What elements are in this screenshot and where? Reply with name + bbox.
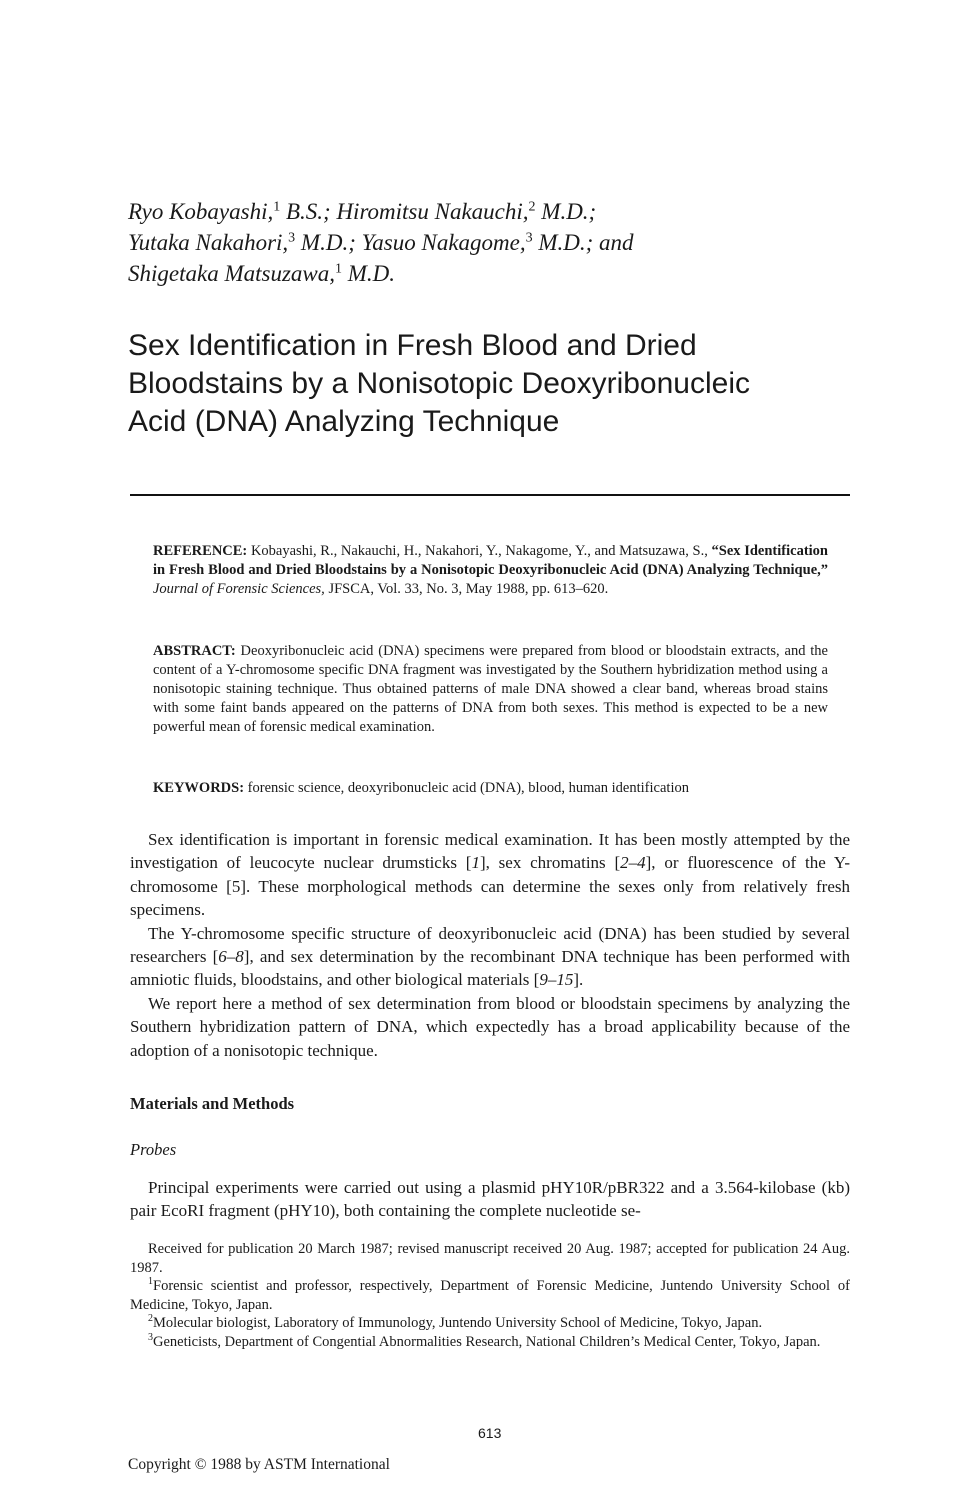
citation-ref: 9–15 (539, 970, 574, 990)
footnote: $^2$Molecular biologist, Laboratory of Immunology, Juntendo University School of Medicine, Tokyo, Japan. (148, 1313, 763, 1331)
footnote-marker: 1 (148, 1276, 153, 1288)
abstract-block (153, 642, 828, 737)
body-paragraph: Sex identification is important in forensic medical examination. It has been mostly attempted by the investigation of leucocyte nuclear drumsticks [1], sex chromatins [2–4], or fluorescence of the Y-chromosome [5]. These morphological methods can determine the sexes only from relatively fresh specimens. (130, 830, 850, 920)
subsection-heading: Probes (130, 1140, 177, 1159)
reference-journal: Journal of Forensic Sciences, (153, 581, 325, 597)
author-degree: M.D.; (535, 199, 597, 224)
footnote-marker: 2 (148, 1313, 153, 1325)
citation-ref: 2–4 (620, 853, 646, 873)
reference-label: REFERENCE: (153, 543, 248, 559)
copyright-notice: Copyright © 1988 by ASTM International (128, 1456, 390, 1473)
author-name: Shigetaka Matsuzawa, (128, 261, 335, 286)
paper-title (128, 327, 848, 441)
footnote: $^1$Forensic scientist and professor, respectively, Department of Forensic Medicine, Juntendo University School of Medicine, Tokyo, Japan. (130, 1276, 850, 1313)
affiliation-marker: 2 (528, 199, 536, 215)
body-paragraph: The Y-chromosome specific structure of deoxyribonucleic acid (DNA) has been studied by several researchers [6–8], and sex determination by the recombinant DNA technique has been performed with amniotic fluids, bloodstains, and other biological materials [9–15]. (130, 923, 851, 990)
reference-citation: JFSCA, Vol. 33, No. 3, May 1988, pp. 613–620. (324, 581, 609, 597)
body-paragraph: Principal experiments were carried out using a plasmid pHY10R/pBR322 and a 3.564-kilobase (kb) pair EcoRI fragment (pHY10), both containing the complete nucleotide se- (130, 1178, 850, 1221)
reference-authors: Kobayashi, R., Nakauchi, H., Nakahori, Y., Nakagome, Y., and Matsuzawa, S., (247, 543, 712, 559)
probes-paragraph (130, 1176, 850, 1223)
citation-ref: 6–8 (218, 947, 244, 967)
affiliation-marker: 1 (335, 261, 342, 277)
section-heading: Materials and Methods (130, 1094, 295, 1113)
author-list (128, 196, 848, 289)
author-degree: M.D. (342, 261, 396, 286)
footnote: $^3$Geneticists, Department of Congential Abnormalities Research, National Children’s Medical Center, Tokyo, Japan. (148, 1331, 821, 1350)
title-line: Bloodstains by a Nonisotopic Deoxyribonucleic (128, 367, 751, 400)
keywords-text: forensic science, deoxyribonucleic acid (DNA), blood, human identification (244, 780, 689, 796)
abstract-text: Deoxyribonucleic acid (DNA) specimens were prepared from blood or bloodstain extracts, and the content of a Y-chromosome specific DNA fragment was investigated by the Southern hybridization method using a nonisotopic staining technique. Thus obtained patterns of male DNA showed a clear band, whereas broad stains with some faint bands appeared on the patterns of DNA from both sexes. This method is expected to be a new powerful mean of forensic medical examination. (153, 643, 828, 735)
body-paragraph: We report here a method of sex determination from blood or bloodstain specimens by analyzing the Southern hybridization pattern of DNA, which expectedly has a broad applicability because of the adoption of a nonisotopic technique. (130, 993, 850, 1060)
page-number: 613 (478, 1425, 502, 1441)
keywords-label: KEYWORDS: (153, 780, 245, 796)
author-name: M.D.; Yasuo Nakagome, (295, 230, 526, 255)
author-name: Ryo Kobayashi, (128, 199, 274, 224)
reference-article-title: “Sex Identification in Fresh Blood and Dried Bloodstains by a Nonisotopic Deoxyribonucleic Acid (DNA) Analyzing Technique,” (153, 543, 828, 578)
title-line: Sex Identification in Fresh Blood and Dried (128, 329, 697, 362)
footnote-marker: 3 (148, 1331, 153, 1343)
footnote-received: Received for publication 20 March 1987; revised manuscript received 20 Aug. 1987; accepted for publication 24 Aug. 1987. (130, 1241, 850, 1276)
citation-ref: 1 (471, 853, 480, 873)
body-text (130, 828, 850, 1062)
citation-ref: 5 (231, 876, 241, 896)
author-name: Yutaka Nakahori, (128, 230, 289, 255)
footnotes (130, 1240, 850, 1351)
affiliation-marker: 3 (525, 230, 533, 246)
keywords-block (153, 779, 828, 798)
title-divider (130, 494, 850, 496)
author-line (128, 227, 848, 258)
author-name: B.S.; Hiromitsu Nakauchi, (280, 199, 529, 224)
author-line (128, 196, 848, 227)
affiliation-marker: 1 (273, 199, 281, 215)
author-degree: M.D.; and (532, 230, 634, 255)
reference-block (153, 542, 828, 599)
author-line (128, 258, 848, 289)
abstract-label: ABSTRACT: (153, 643, 236, 659)
title-line: Acid (DNA) Analyzing Technique (128, 405, 560, 438)
affiliation-marker: 3 (288, 230, 296, 246)
